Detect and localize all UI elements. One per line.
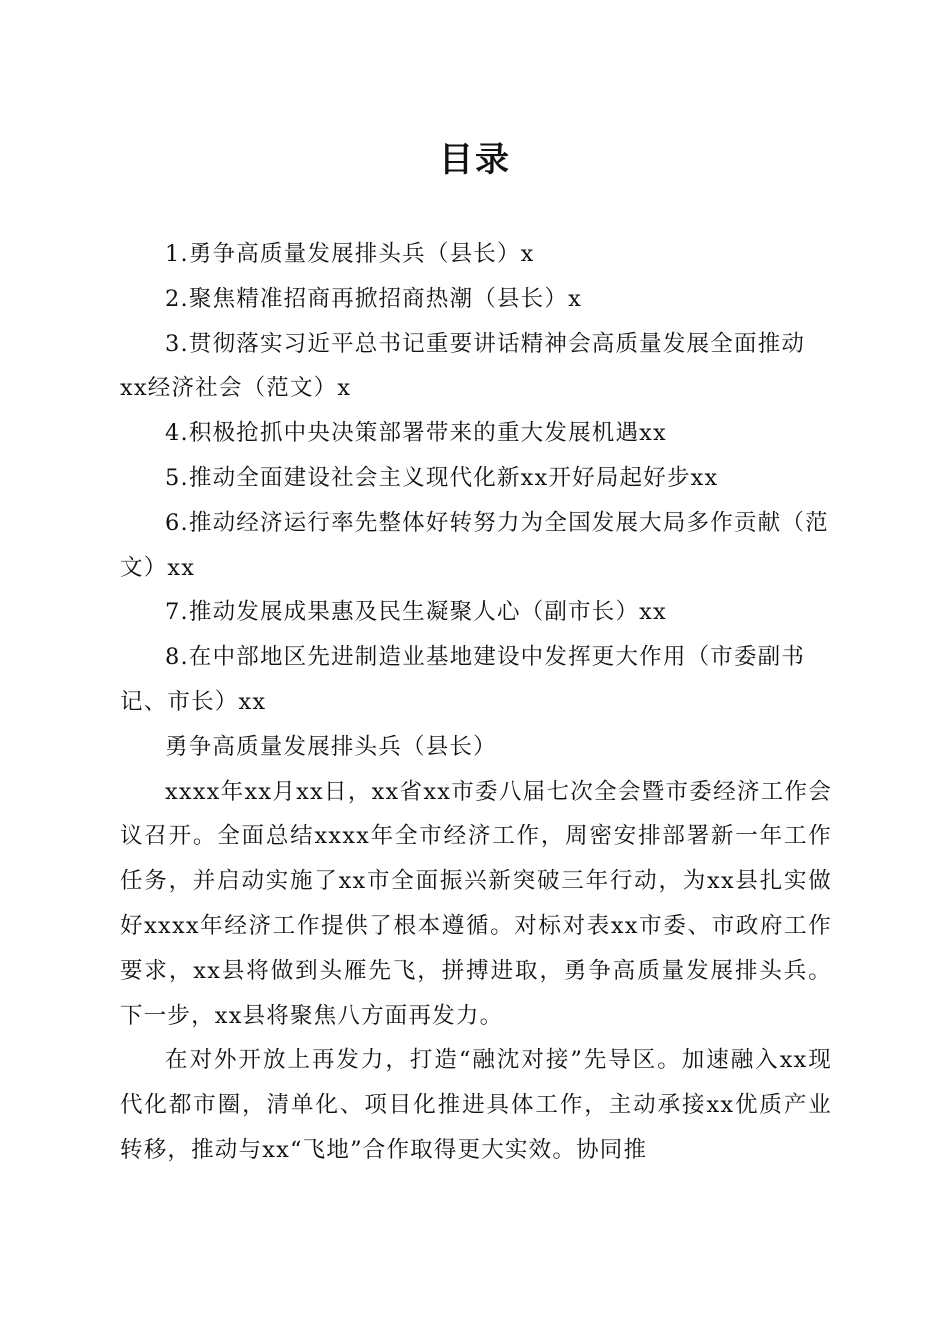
- body-paragraph-2: 在对外开放上再发力，打造“融沈对接”先导区。加速融入xx现代化都市圈，清单化、项目化推进具体工作，主动承接xx优质产业转移，推动与xx“飞地”合作取得更大实效。协同推: [120, 1047, 832, 1163]
- section-heading: 勇争高质量发展排头兵（县长）: [165, 733, 497, 760]
- toc-item-3[interactable]: 3.贯彻落实习近平总书记重要讲话精神会高质量发展全面推动xx经济社会（范文）x: [120, 330, 806, 402]
- page-title: 目录: [439, 140, 511, 180]
- toc-item-1[interactable]: 1.勇争高质量发展排头兵（县长）x: [165, 241, 535, 267]
- toc-item-4[interactable]: 4.积极抢抓中央决策部署带来的重大发展机遇xx: [165, 420, 667, 447]
- toc-item-8[interactable]: 8.在中部地区先进制造业基地建设中发挥更大作用（市委副书记、市长）xx: [120, 644, 806, 715]
- toc-item-2[interactable]: 2.聚焦精准招商再掀招商热潮（县长）x: [165, 285, 582, 312]
- toc-item-7[interactable]: 7.推动发展成果惠及民生凝聚人心（副市长）xx: [165, 599, 667, 626]
- toc-item-5[interactable]: 5.推动全面建设社会主义现代化新xx开好局起好步xx: [165, 464, 719, 491]
- toc-item-6[interactable]: 6.推动经济运行率先整体好转努力为全国发展大局多作贡献（范文）xx: [120, 509, 829, 581]
- body-paragraph-1: xxxx年xx月xx日，xx省xx市委八届七次全会暨市委经济工作会议召开。全面总结xxxx年全市经济工作，周密安排部署新一年工作任务，并启动实施了xx市全面振兴新突破三年行动，为xx县扎实做好xxxx年经济工作提供了根本遵循。对标对表xx市委、市政府工作要求，xx县将做到头雁先飞，拼搏进取，勇争高质量发展排头兵。下一步，xx县将聚焦八方面再发力。: [120, 778, 832, 1029]
- document-body: [120, 232, 832, 1173]
